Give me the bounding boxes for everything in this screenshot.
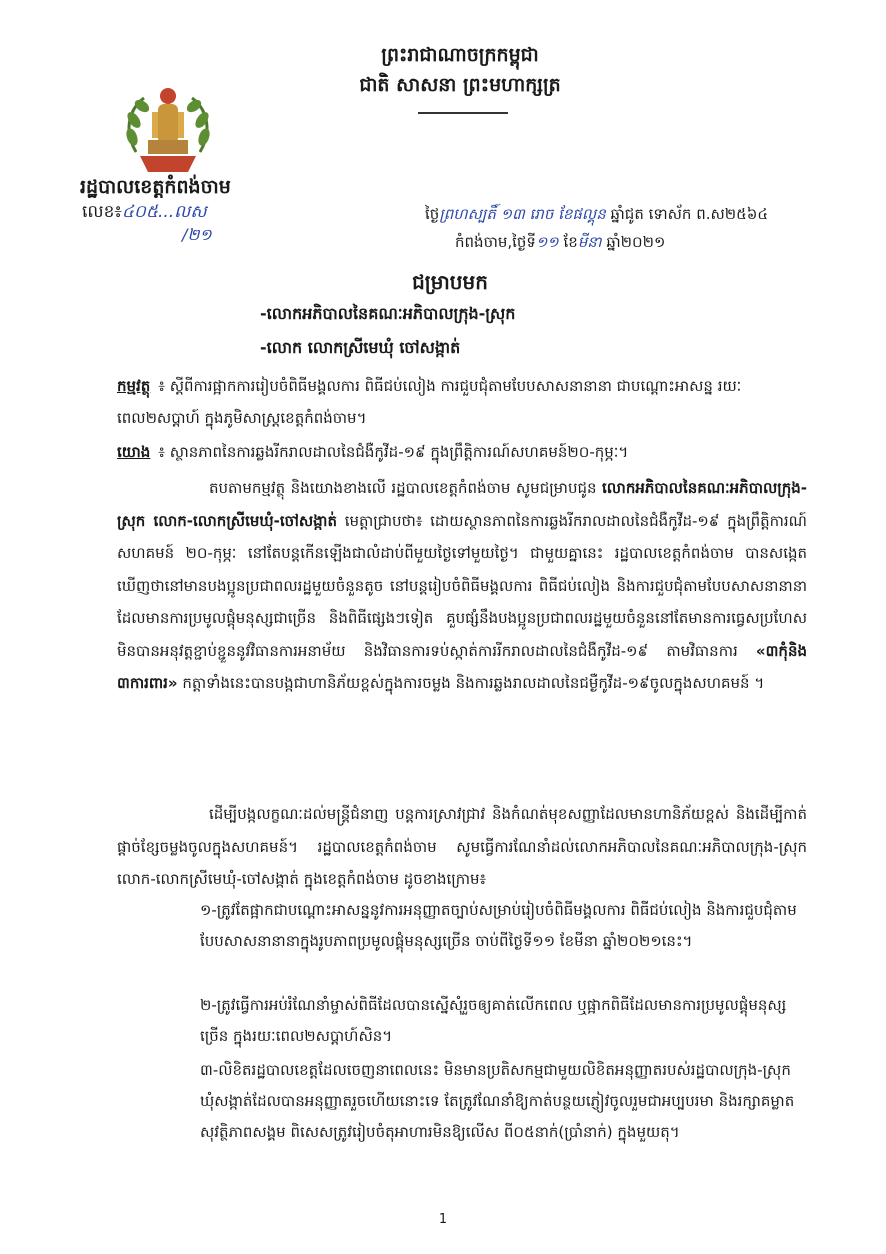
lunar-date-suffix: ឆ្នាំជូត ទោស័ក ព.ស២៥៦៤ xyxy=(610,205,769,223)
reference-number xyxy=(82,198,207,226)
p1-part2: មេត្តាជ្រាបថា៖ ដោយស្ថានភាពនៃការឆ្លងរីករាលដាលនៃជំងឺកូវីដ-១៩ ក្នុងព្រឹត្តិការណ៍សហគមន៍ ២០-កុម្ភៈ នៅតែបន្តកើនឡើងជាលំដាប់ពីមួយថ្ងៃទៅមួយថ្ងៃ។ ជាមួយគ្នានេះ រដ្ឋបាលខេត្តកំពង់ចាម បានសង្កេតឃើញថានៅមានបងប្អូនប្រជាពលរដ្ឋមួយចំនួនតូច នៅបន្តរៀបចំពិធីមង្គលការ ពិធីជប់លៀង និងការជួបជុំតាមបែបសាសនានានាដែលមានការប្រមូលផ្តុំមនុស្សជាច្រើន និងពិធីផ្សេងៗទៀត គួបផ្សំនឹងបងប្អូនប្រជាពលរដ្ឋមួយចំនួននៅតែមានការធ្វេសប្រហែស មិនបានអនុវត្តខ្ជាប់ខ្ជួននូវវិធានការអនាម័យ និងវិធានការទប់ស្កាត់ការរីករាលដាលនៃជំងឺកូវីដ-១៩ តាមវិធានការ xyxy=(117,511,807,660)
kingdom-line1: ព្រះរាជាណាចក្រកម្ពុជា xyxy=(381,44,539,66)
salutation-heading: ជម្រាបមក xyxy=(412,270,488,294)
place-date xyxy=(455,228,835,256)
lunar-date-hand: ព្រហស្បតិ៍ ១៣ រោច ខែផល្គុន xyxy=(439,205,606,223)
subject-label: កម្មវត្ថុ xyxy=(117,377,151,395)
instruction-list-1 xyxy=(200,895,805,957)
subject-text: ៖ ស្តីពីការផ្អាកការរៀបចំពិធីមង្គលការ ពិធីជប់លៀង ការជួបជុំតាមបែបសាសនានានា ជាបណ្តោះអាសន្ន រយៈពេល២សប្តាហ៍ ក្នុងភូមិសាស្ត្រខេត្តកំពង់ចាម។ xyxy=(117,377,742,427)
reference-text: ៖ ស្ថានភាពនៃការឆ្លងរីករាលដាលនៃជំងឺកូវីដ-១៩ ក្នុងព្រឹត្តិការណ៍សហគមន៍២០-កុម្ភៈ។ xyxy=(158,443,629,461)
month-label: ខែ xyxy=(563,233,578,251)
recipient-2: -លោក លោកស្រីមេឃុំ ចៅសង្កាត់ xyxy=(260,338,461,357)
issuing-authority: រដ្ឋបាលខេត្តកំពង់ចាម xyxy=(80,176,231,198)
body-paragraph-1 xyxy=(117,472,807,700)
lunar-date xyxy=(425,200,835,228)
subject-line xyxy=(117,370,807,434)
list-item: ១-ត្រូវតែផ្អាកជាបណ្តោះអាសន្ននូវការអនុញ្ញាតច្បាប់សម្រាប់រៀបចំពិធីមង្គលការ ពិធីជប់លៀង និងការជួបជុំតាមបែបសាសនានានាក្នុងរូបភាពប្រមូលផ្តុំមនុស្សច្រើន ចាប់ពីថ្ងៃទី១១ ខែមីនា ឆ្នាំ២០២១នេះ។ xyxy=(200,901,797,950)
ref-suffix: លស xyxy=(174,202,207,222)
ref-sub: /២១ xyxy=(182,225,212,244)
page-number: 1 xyxy=(438,1212,448,1227)
provincial-seal-icon xyxy=(118,82,218,182)
instruction-list-3 xyxy=(200,1055,805,1148)
lunar-date-prefix: ថ្ងៃ xyxy=(425,205,440,223)
list-item: ៣-លិខិតរដ្ឋបាលខេត្តដែលចេញនាពេលនេះ មិនមានប្រតិសកម្មជាមួយលិខិតអនុញ្ញាតរបស់រដ្ឋបាលក្រុង-ស្រុក ឃុំសង្កាត់ដែលបានអនុញ្ញាតរួចហើយនោះទេ តែត្រូវណែនាំឱ្យកាត់បន្ថយភ្ញៀវចូលរួមជាអប្បបរមា និងរក្សាគម្លាតសុវត្ថិភាពសង្គម ពិសេសត្រូវរៀបចំតុអាហារមិនឱ្យលើស ពី០៥នាក់(ប្រាំនាក់) ក្នុងមួយតុ។ xyxy=(200,1061,795,1141)
year-label: ឆ្នាំ២០២១ xyxy=(606,233,666,251)
motto-divider xyxy=(418,112,508,114)
ref-label: លេខ៖ xyxy=(82,202,122,222)
place-date-prefix: កំពង់ចាម,ថ្ងៃទី xyxy=(455,233,536,251)
instruction-list-2 xyxy=(200,990,805,1052)
body-paragraph-2: ដើម្បីបង្កលក្ខណៈដល់មន្ត្រីជំនាញ បន្តការស្រាវជ្រាវ និងកំណត់មុខសញ្ញាដែលមានហានិភ័យខ្ពស់ និងដើម្បីកាត់ផ្តាច់ខ្សែចម្លងចូលក្នុងសហគមន៍។ រដ្ឋបាលខេត្តកំពង់ចាម សូមធ្វើការណែនាំដល់លោកអភិបាលនៃគណៈអភិបាលក្រុង-ស្រុក លោក-លោកស្រីមេឃុំ-ចៅសង្កាត់ ក្នុងខេត្តកំពង់ចាម ដូចខាងក្រោម៖ xyxy=(117,805,807,888)
kingdom-motto xyxy=(300,40,620,100)
reference-label: យោង xyxy=(117,443,151,461)
p1-part3: កត្តាទាំងនេះបានបង្កជាហានិភ័យខ្ពស់ក្នុងការចម្លង និងការឆ្លងរាលដាលនៃជម្ងឺកូវីដ-១៩ចូលក្នុងសហគមន៍ ។ xyxy=(177,674,765,692)
p1-bold-measures: «៣កុំនិង ៣ការពារ» xyxy=(117,641,807,692)
p1-part1: តបតាមកម្មវត្ថុ និងយោងខាងលើ រដ្ឋបាលខេត្តកំពង់ចាម សូមជម្រាបជូន xyxy=(209,479,603,497)
reference-line xyxy=(117,436,807,468)
recipient-1: -លោកអភិបាលនៃគណៈអភិបាលក្រុង-ស្រុក xyxy=(260,304,516,323)
p1-bold-recipients: លោកអភិបាលនៃគណៈអភិបាលក្រុង-ស្រុក លោក-លោកស្រីមេឃុំ-ចៅសង្កាត់ xyxy=(117,479,807,530)
place-month: មីនា xyxy=(577,233,602,251)
ref-number: ៤០៥... xyxy=(121,202,175,222)
list-item: ២-ត្រូវធ្វើការអប់រំណែនាំម្ចាស់ពិធីដែលបានស្នើសុំរួចឲ្យគាត់លើកពេល ឬផ្អាកពិធីដែលមានការប្រមូលផ្តុំមនុស្សច្រើន ក្នុងរយៈពេល២សប្តាហ៍សិន។ xyxy=(200,996,787,1045)
kingdom-line2: ជាតិ សាសនា ព្រះមហាក្សត្រ xyxy=(359,74,561,96)
place-day: ១១ xyxy=(535,233,559,251)
